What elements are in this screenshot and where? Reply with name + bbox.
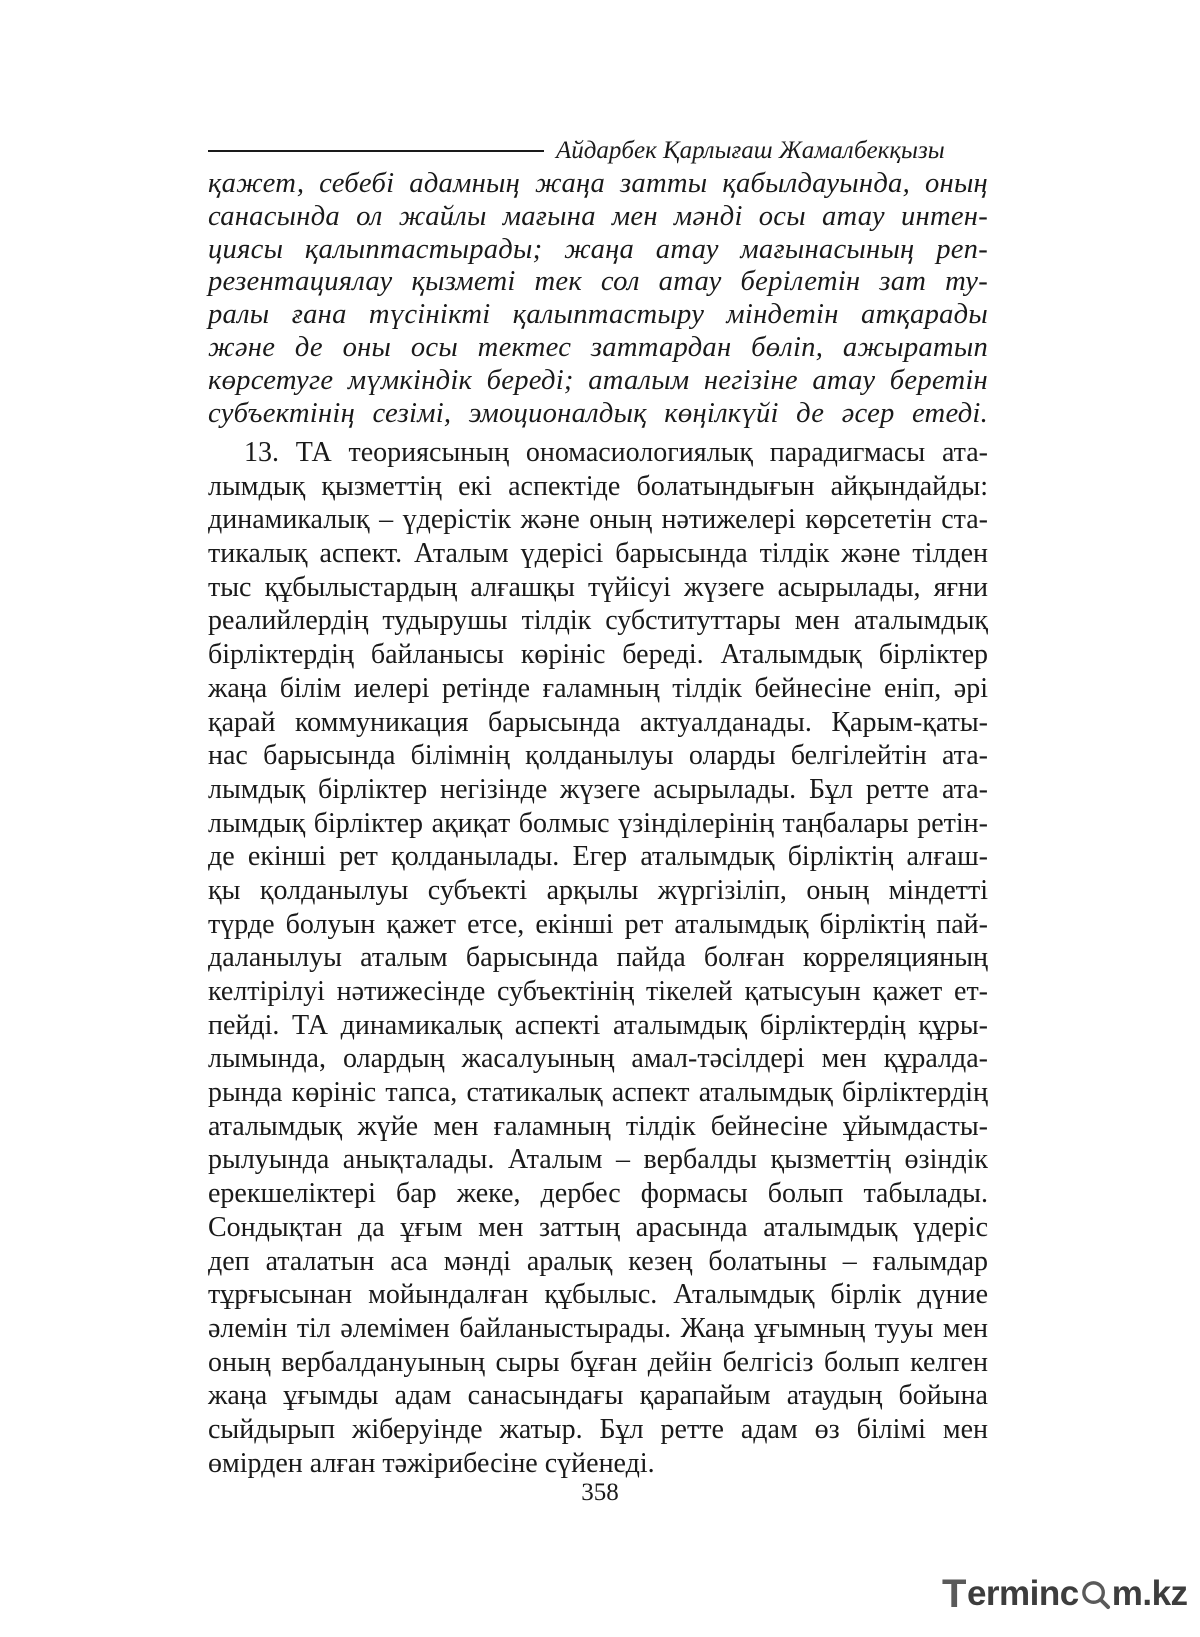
text-line: және де оны осы тектес заттардан бөліп, ажыратып — [208, 331, 988, 363]
watermark-text-2: m.kz — [1111, 1574, 1188, 1613]
text-line: лымдық қызметтің екі аспектіде болатындығын айқындайды: — [208, 470, 988, 502]
text-line: пейді. ТА динамикалық аспекті аталымдық бірліктердің құры- — [208, 1009, 988, 1041]
text-line: санасында ол жайлы мағына мен мәнді осы атау интен- — [208, 200, 988, 232]
text-line: жаңа білім иелері ретінде ғаламның тілдік бейнесіне еніп, әрі — [208, 672, 988, 704]
text-line: тикалық аспект. Аталым үдерісі барысында тілдік және тілден — [208, 538, 988, 570]
text-line: субъектінің сезімі, эмоционалдық көңілкүйі де әсер етеді. — [208, 397, 988, 429]
text-line: ерекшеліктері бар жеке, дербес формасы болып табылады. — [208, 1178, 988, 1210]
text-line: де екінші рет қолданылады. Егер аталымдық бірліктің алғаш- — [208, 841, 988, 873]
text-line: әлемін тіл әлемімен байланыстырады. Жаңа ұғымның тууы мен — [208, 1312, 988, 1344]
text-line: лымдық бірліктер ақиқат болмыс үзінділерінің таңбалары ретін- — [208, 807, 988, 839]
text-line: келтірілуі нәтижесінде субъектінің тікелей қатысуын қажет ет- — [208, 976, 988, 1007]
text-line: нас барысында білімнің қолданылуы оларды белгілейтін ата- — [208, 740, 988, 772]
text-line: түрде болуын қажет етсе, екінші рет аталымдық бірліктің пай- — [208, 908, 988, 940]
text-line: қарай коммуникация барысында актуалданады. Қарым-қаты- — [208, 706, 988, 738]
text-line: динамикалық – үдерістік және оның нәтижелері көрсететін ста- — [208, 504, 988, 536]
text-line: бірліктердің байланысы көрініс береді. Аталымдық бірліктер — [208, 639, 988, 671]
text-line: деп аталатын аса мәнді аралық кезең болатыны – ғалымдар — [208, 1245, 988, 1277]
page-number: 358 — [581, 1479, 619, 1506]
text-line: көрсетуге мүмкіндік береді; аталым негізіне атау беретін — [208, 364, 988, 396]
text-line: резентациялау қызметі тек сол атау берілетін зат ту- — [208, 266, 988, 298]
text-line: тұрғысынан мойындалған құбылыс. Аталымдық бірлік дүние — [208, 1279, 988, 1311]
running-header — [208, 134, 988, 168]
header-rule — [208, 150, 544, 152]
header-author: Айдарбек Қарлығаш Жамалбекқызы — [556, 137, 945, 164]
italic-paragraph — [208, 168, 988, 430]
text-line: оның вербалдануының сыры бұған дейін белгісіз болып келген — [208, 1346, 988, 1378]
termincom-watermark — [942, 1571, 1188, 1616]
text-line: жаңа ұғымды адам санасындағы қарапайым атаудың бойына — [208, 1380, 988, 1412]
text-line: аталымдық жүйе мен ғаламның тілдік бейнесіне ұйымдасты- — [208, 1110, 988, 1142]
magnifier-icon — [1080, 1579, 1111, 1610]
watermark-text-1: erminc — [966, 1574, 1079, 1613]
text-line: рында көрініс тапса, статикалық аспект аталымдық бірліктердің — [208, 1077, 988, 1109]
text-line: өмірден алған тәжірибесіне сүйенеді. — [208, 1447, 655, 1479]
text-line: Сондықтан да ұғым мен заттың арасында аталымдық үдеріс — [208, 1211, 988, 1243]
text-line: тыс құбылыстардың алғашқы түйісуі жүзеге асырылады, яғни — [208, 571, 988, 603]
text-line: реалийлердің тудырушы тілдік субституттары мен аталымдық — [208, 605, 988, 637]
text-line: сыйдырып жіберуінде жатыр. Бұл ретте адам өз білімі мен — [208, 1413, 988, 1445]
text-line: қажет, себебі адамның жаңа затты қабылдауында, оның — [208, 168, 988, 199]
text-line: лымдық бірліктер негізінде жүзеге асырылады. Бұл ретте ата- — [208, 773, 988, 805]
text-line: циясы қалыптастырады; жаңа атау мағынасының реп- — [208, 233, 988, 265]
text-line: қы қолданылуы субъекті арқылы жүргізіліп, оның міндетті — [208, 874, 988, 906]
text-line: рылуында анықталады. Аталым – вербалды қызметтің өзіндік — [208, 1144, 988, 1176]
text-line: даланылуы аталым барысында пайда болған корреляцияның — [208, 942, 988, 974]
watermark-t: T — [942, 1571, 966, 1616]
text-line: лымында, олардың жасалуының амал-тәсілдері мен құралда- — [208, 1043, 988, 1075]
text-line: ралы ғана түсінікті қалыптастыру міндетін атқарады — [208, 299, 988, 331]
body-paragraph — [208, 436, 988, 1480]
text-line: 13. ТА теориясының ономасиологиялық парадигмасы ата- — [244, 437, 988, 468]
